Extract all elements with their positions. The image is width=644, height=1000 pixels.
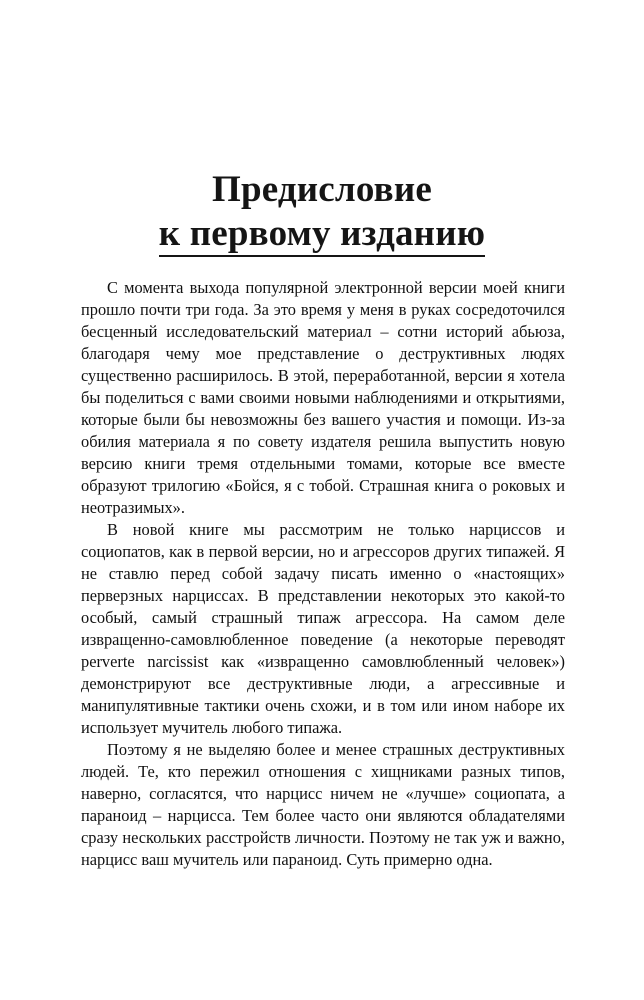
- paragraph-2: В новой книге мы рассмотрим не только нарциссов и социопатов, как в первой версии, но и агрессоров других типажей. Я не ставлю перед собой задачу писать именно о «настоящих» перверзных нарциссах. В представлении некоторых это какой-то особый, самый страшный типаж агрессора. На самом деле извращенно-самовлюбленное поведение (а некоторые переводят perverte narcissist как «извращенно самовлюбленный человек») демонстрируют все деструктивные люди, а агрессивные и манипулятивные тактики очень схожи, и в том или ином наборе их использует мучитель любого типажа.: [81, 520, 565, 737]
- chapter-title-line2: [0, 215, 644, 257]
- chapter-title-line1: Предисловие: [211, 169, 432, 210]
- chapter-title-line2-text: к первому изданию: [159, 215, 485, 257]
- paragraph-1: С момента выхода популярной электронной версии моей книги прошло почти три года. За это время у меня в руках сосредоточился бесценный исследовательский материал – сотни историй абьюза, благодаря чему мое представление о деструктивных людях существенно расширилось. В этой, переработанной, версии я хотела бы поделиться с вами своими новыми наблюдениями и открытиями, которые были бы невозможны без вашего участия и помощи. Из-за обилия материала я по совету издателя решила выпустить новую версию книги тремя отдельными томами, которые все вместе образуют трилогию «Бойся, я с тобой. Страшная книга о роковых и неотразимых».: [81, 278, 565, 517]
- body-text: [81, 277, 565, 871]
- paragraph-3: Поэтому я не выделяю более и менее страшных деструктивных людей. Те, кто пережил отношения с хищниками разных типов, наверно, согласятся, что нарцисс ничем не «лучше» социопата, а параноид – нарцисса. Тем более часто они являются обладателями сразу нескольких расстройств личности. Поэтому не так уж и важно, нарцисс ваш мучитель или параноид. Суть примерно одна.: [81, 740, 565, 869]
